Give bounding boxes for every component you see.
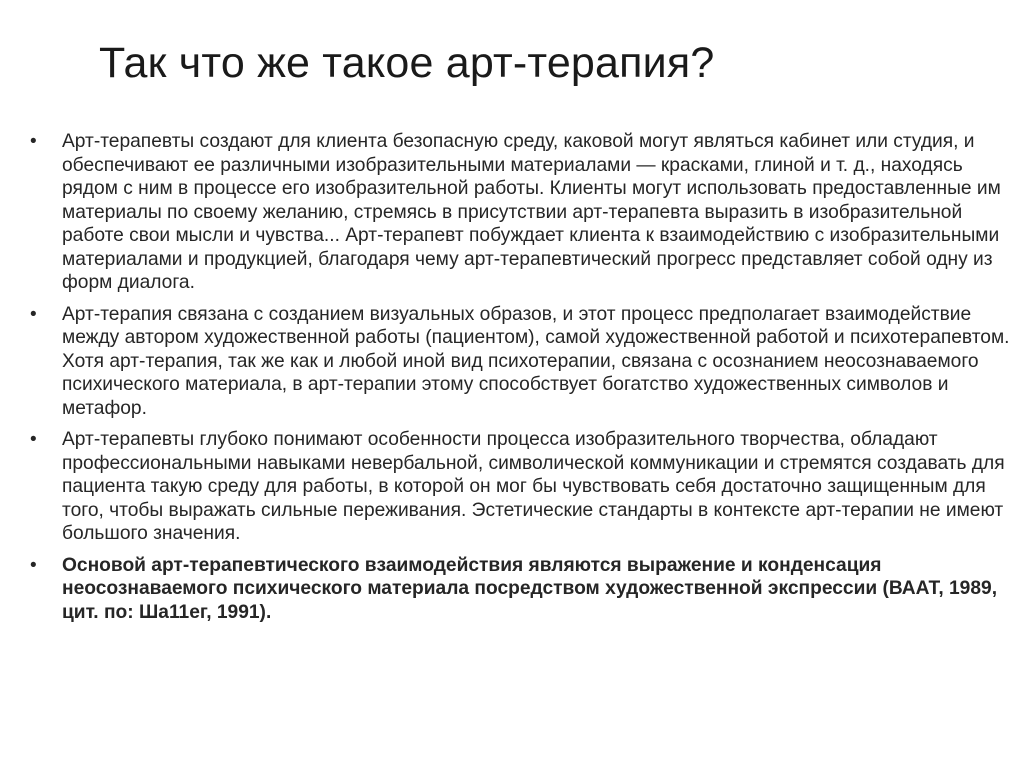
bullet-marker: • <box>30 429 37 450</box>
bullet-marker: • <box>30 131 37 152</box>
bullet-item-2 <box>30 303 1010 421</box>
bullet-marker: • <box>30 554 37 576</box>
bullet-text-4: Основой арт-терапевтического взаимодействия являются выражение и конденсация неосознаваемого психического материала посредством художественной экспрессии (ВААТ, 1989, цит. по: Ша11ег, 1991). <box>62 554 998 623</box>
bullet-text-3: Арт-терапевты глубоко понимают особенности процесса изобразительного творчества, обладают профессиональными навыками невербальной, символической коммуникации и стремятся создавать для пациента такую среду для работы, в которой он мог бы чувствовать себя достаточно защищенным для того, чтобы выражать сильные переживания. Эстетические стандарты в контексте арт-терапии не имеют большого значения. <box>62 429 1005 544</box>
bullet-list <box>30 130 1010 632</box>
slide-title: Так что же такое арт-терапия? <box>99 39 715 87</box>
bullet-item-1 <box>30 130 1010 295</box>
bullet-marker: • <box>30 303 37 325</box>
bullet-text-2: Арт-терапия связана с созданием визуальных образов, и этот процесс предполагает взаимодействие между автором художественной работы (пациентом), самой художественной работой и психотерапевтом. Хотя арт-терапия, так же как и любой иной вид психотерапии, связана с осознанием неосознаваемого психического материала, в арт-терапии этому способствует богатство художественных символов и метафор. <box>62 303 1010 419</box>
bullet-text-1: Арт-терапевты создают для клиента безопасную среду, каковой могут являться кабинет или студия, и обеспечивают ее различными изобразительными материалами — красками, глиной и т. д., находясь рядом с ним в процессе его изобразительной работы. Клиенты могут использовать предоставленные им материалы по своему желанию, стремясь в присутствии арт-терапевта выразить в изобразительной работе свои мысли и чувства... Арт-терапевт побуждает клиента к взаимодействию с изобразительными материалами и продукцией, благодаря чему арт-терапевтический прогресс представляет собой одну из форм диалога. <box>62 131 1001 293</box>
bullet-item-3 <box>30 428 1010 546</box>
bullet-item-4 <box>30 554 1010 625</box>
